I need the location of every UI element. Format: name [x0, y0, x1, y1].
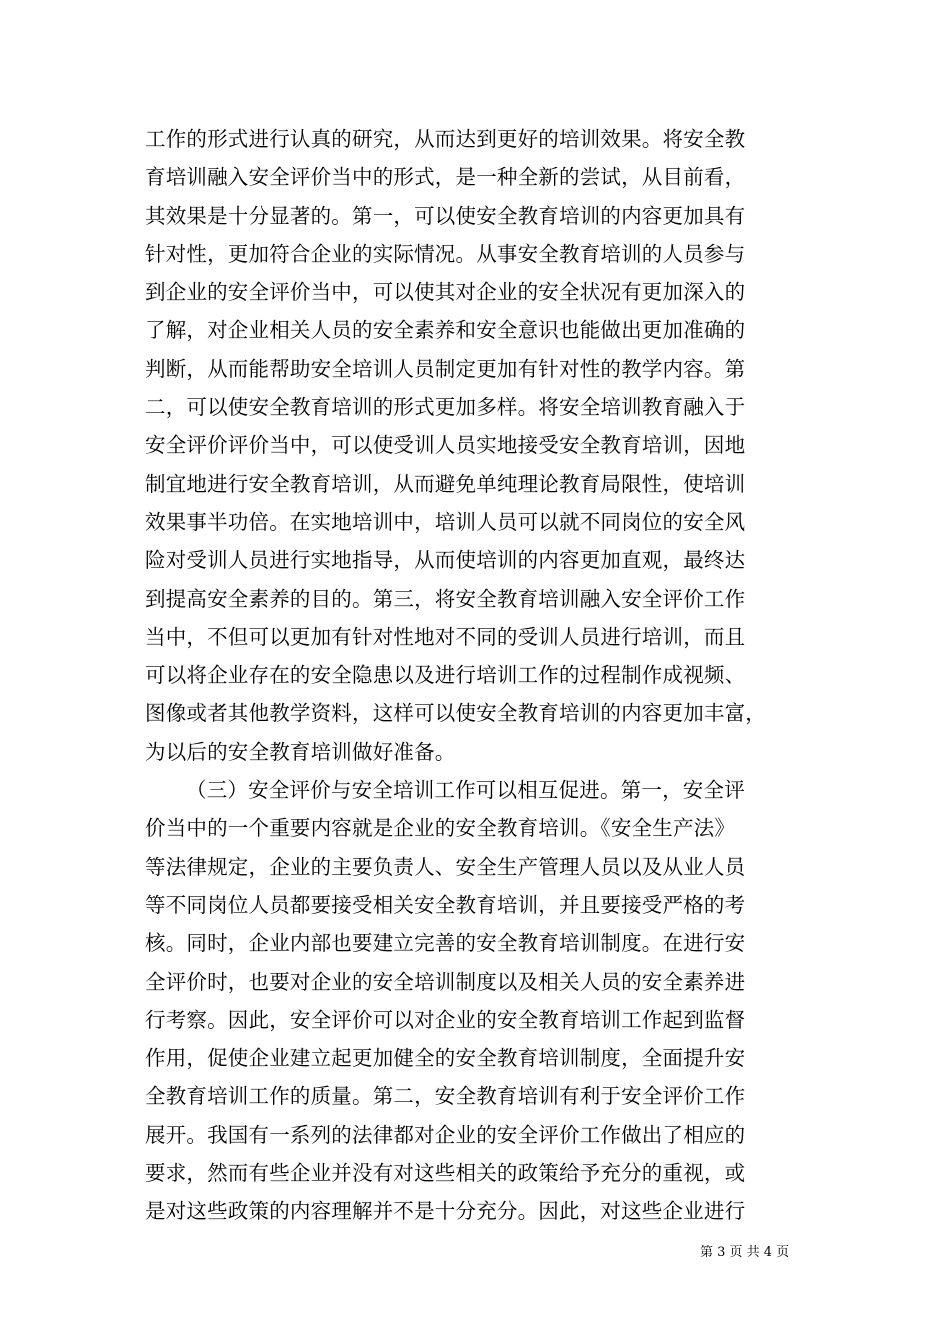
text-line: 二，可以使安全教育培训的形式更加多样。将安全培训教育融入于	[145, 395, 746, 420]
body-text	[145, 120, 835, 1231]
text-line: 价当中的一个重要内容就是企业的安全教育培训。《安全生产法》	[145, 816, 736, 841]
text-line: 判断，从而能帮助安全培训人员制定更加有针对性的教学内容。第	[145, 356, 746, 381]
text-line: 全评价时，也要对企业的安全培训制度以及相关人员的安全素养进	[145, 969, 746, 994]
text-line: 作用，促使企业建立起更加健全的安全教育培训制度，全面提升安	[145, 1046, 746, 1071]
text-line: 等法律规定，企业的主要负责人、安全生产管理人员以及从业人员	[145, 854, 746, 879]
text-line: 全教育培训工作的质量。第二，安全教育培训有利于安全评价工作	[145, 1084, 746, 1109]
text-line: 是对这些政策的内容理解并不是十分充分。因此，对这些企业进行	[145, 1199, 746, 1224]
text-line: 到提高安全素养的目的。第三，将安全教育培训融入安全评价工作	[145, 586, 746, 611]
text-line: 工作的形式进行认真的研究，从而达到更好的培训效果。将安全教	[145, 127, 746, 151]
page-number: 第 3 页 共 4 页	[700, 1245, 790, 1260]
paragraph-heading-line: （三）安全评价与安全培训工作可以相互促进。第一，安全评	[186, 778, 745, 803]
text-line: 当中，不但可以更加有针对性地对不同的受训人员进行培训，而且	[145, 624, 746, 649]
text-line: 效果事半功倍。在实地培训中，培训人员可以就不同岗位的安全风	[145, 509, 746, 534]
text-line: 险对受训人员进行实地指导，从而使培训的内容更加直观，最终达	[145, 548, 746, 573]
text-line: 针对性，更加符合企业的实际情况。从事安全教育培训的人员参与	[145, 241, 746, 266]
text-line: 核。同时，企业内部也要建立完善的安全教育培训制度。在进行安	[145, 931, 746, 956]
text-line: 等不同岗位人员都要接受相关安全教育培训，并且要接受严格的考	[145, 892, 746, 917]
text-line: 其效果是十分显著的。第一，可以使安全教育培训的内容更加具有	[145, 203, 746, 228]
text-line: 行考察。因此，安全评价可以对企业的安全教育培训工作起到监督	[145, 1007, 746, 1032]
text-line: 图像或者其他教学资料，这样可以使安全教育培训的内容更加丰富，	[145, 701, 766, 726]
text-line: 可以将企业存在的安全隐患以及进行培训工作的过程制作成视频、	[145, 663, 746, 688]
text-line: 制宜地进行安全教育培训，从而避免单纯理论教育局限性，使培训	[145, 471, 746, 496]
text-line: 要求，然而有些企业并没有对这些相关的政策给予充分的重视，或	[145, 1161, 746, 1186]
text-line: 展开。我国有一系列的法律都对企业的安全评价工作做出了相应的	[145, 1122, 746, 1147]
text-line: 到企业的安全评价当中，可以使其对企业的安全状况有更加深入的	[145, 280, 746, 305]
text-line: 为以后的安全教育培训做好准备。	[145, 739, 456, 764]
text-line: 了解，对企业相关人员的安全素养和安全意识也能做出更加准确的	[145, 318, 746, 343]
text-line: 安全评价评价当中，可以使受训人员实地接受安全教育培训，因地	[145, 433, 746, 458]
text-line: 育培训融入安全评价当中的形式，是一种全新的尝试，从目前看，	[145, 165, 746, 190]
